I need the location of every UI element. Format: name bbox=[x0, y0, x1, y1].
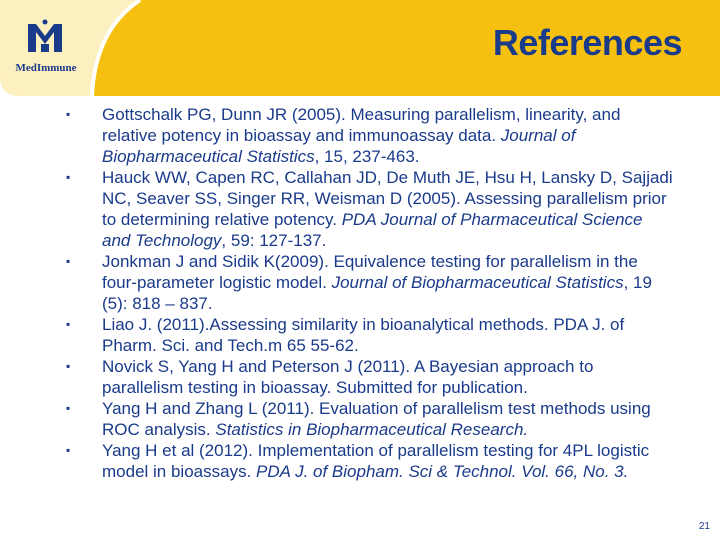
reference-item bbox=[64, 440, 674, 482]
reference-journal: Journal of Biopharmaceutical Statistics bbox=[102, 126, 576, 166]
reference-tail: , 59: 127-137. bbox=[221, 231, 327, 250]
reference-text: Liao J. (2011).Assessing similarity in bioanalytical methods. PDA J. of Pharm. Sci. and Tech.m 65 55-62. bbox=[102, 315, 625, 355]
bullet-icon: ▪ bbox=[66, 107, 71, 121]
reference-journal: PDA J. of Biopham. Sci & Technol. Vol. 66, No. 3. bbox=[256, 462, 629, 481]
reference-journal: Journal of Biopharmaceutical Statistics bbox=[331, 273, 624, 292]
bullet-icon: ▪ bbox=[66, 359, 71, 373]
reference-item bbox=[64, 167, 674, 251]
bullet-icon: ▪ bbox=[66, 170, 71, 184]
bullet-icon: ▪ bbox=[66, 443, 71, 457]
reference-text: Gottschalk PG, Dunn JR (2005). Measuring parallelism, linearity, and relative potency in bioassay and immunoassay data. bbox=[102, 105, 621, 145]
reference-item bbox=[64, 314, 674, 356]
reference-tail: , 19 (5): 818 – 837. bbox=[102, 273, 652, 313]
reference-item bbox=[64, 104, 674, 167]
logo-mark-icon bbox=[10, 18, 80, 62]
bullet-icon: ▪ bbox=[66, 254, 71, 268]
reference-text: Hauck WW, Capen RC, Callahan JD, De Muth JE, Hsu H, Lansky D, Sajjadi NC, Seaver SS, Singer RR, Weisman D (2005). Assessing parallelism prior to determining relative potency. bbox=[102, 168, 673, 229]
reference-text: Jonkman J and Sidik K(2009). Equivalence testing for parallelism in the four-parameter logistic model. bbox=[102, 252, 638, 292]
reference-item bbox=[64, 251, 674, 314]
bullet-icon: ▪ bbox=[66, 401, 71, 415]
medimmune-logo bbox=[10, 18, 80, 88]
reference-text: Yang H and Zhang L (2011). Evaluation of parallelism test methods using ROC analysis. bbox=[102, 399, 651, 439]
page-number: 21 bbox=[698, 521, 710, 532]
reference-text: Novick S, Yang H and Peterson J (2011). A Bayesian approach to parallelism testing in bioassay. Submitted for publication. bbox=[102, 357, 594, 397]
reference-text: Yang H et al (2012). Implementation of parallelism testing for 4PL logistic model in bioassays. bbox=[102, 441, 650, 481]
slide-header bbox=[0, 0, 720, 100]
bullet-icon: ▪ bbox=[66, 317, 71, 331]
references-list bbox=[64, 104, 674, 482]
logo-wordmark: MedImmune bbox=[15, 62, 77, 74]
reference-item bbox=[64, 356, 674, 398]
reference-journal: Statistics in Biopharmaceutical Research. bbox=[215, 420, 529, 439]
reference-tail: , 15, 237-463. bbox=[314, 147, 420, 166]
reference-journal: PDA Journal of Pharmaceutical Science and Technology bbox=[102, 210, 643, 250]
reference-item bbox=[64, 398, 674, 440]
page-title: References bbox=[492, 22, 682, 63]
